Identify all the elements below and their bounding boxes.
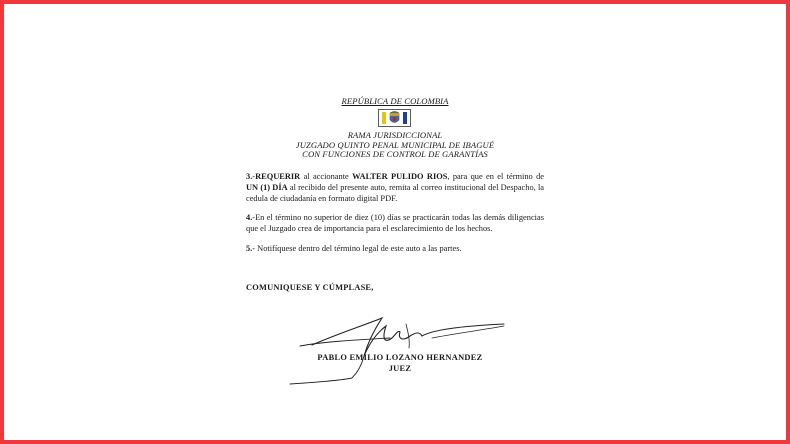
paragraph-text: -En el término no superior de diez (10) días se practicarán todas las demás diligencias que el Juzgado crea de importancia para el esclarecimiento de los hechos. (246, 213, 544, 234)
paragraph-5 (246, 243, 544, 254)
paragraph-number: 4. (246, 213, 253, 222)
signer-name: PABLO EMILIO LOZANO HERNANDEZ (317, 353, 483, 362)
paragraph-text: al accionante (300, 172, 353, 181)
handwritten-signature (282, 312, 512, 387)
paragraph-number: 5. (246, 244, 253, 253)
signer-title: JUEZ (388, 364, 412, 373)
term-text: UN (1) DÍA (246, 183, 288, 193)
paragraph-4 (246, 212, 544, 234)
action-word: REQUERIR (255, 172, 301, 181)
paragraph-text: , para que en el término de (447, 172, 544, 181)
country-heading: REPÚBLICA DE COLOMBIA (341, 96, 449, 106)
branch-line: RAMA JURISDICCIONAL (347, 130, 443, 140)
branch-line: JUZGADO QUINTO PENAL MUNICIPAL DE IBAGUÉ (295, 139, 495, 150)
paragraph-3 (246, 171, 544, 205)
branch-line: CON FUNCIONES DE CONTROL DE GARANTÍAS (302, 149, 488, 159)
closing-line: COMUNIQUESE Y CÚMPLASE, (246, 283, 374, 292)
accionante-name: WALTER PULIDO RIOS (352, 172, 448, 181)
paragraph-number: 3.- (246, 172, 256, 181)
paragraph-text: al recibido del presente auto, remita al correo institucional del Despacho, la cedula de ciudadanía en formato digital PDF. (246, 183, 545, 204)
court-branch-heading (245, 131, 545, 160)
signer-block (300, 352, 500, 374)
colombia-coat-of-arms-icon (378, 109, 411, 127)
paragraph-text: - Notifíquese dentro del término legal de este auto a las partes. (252, 244, 462, 253)
